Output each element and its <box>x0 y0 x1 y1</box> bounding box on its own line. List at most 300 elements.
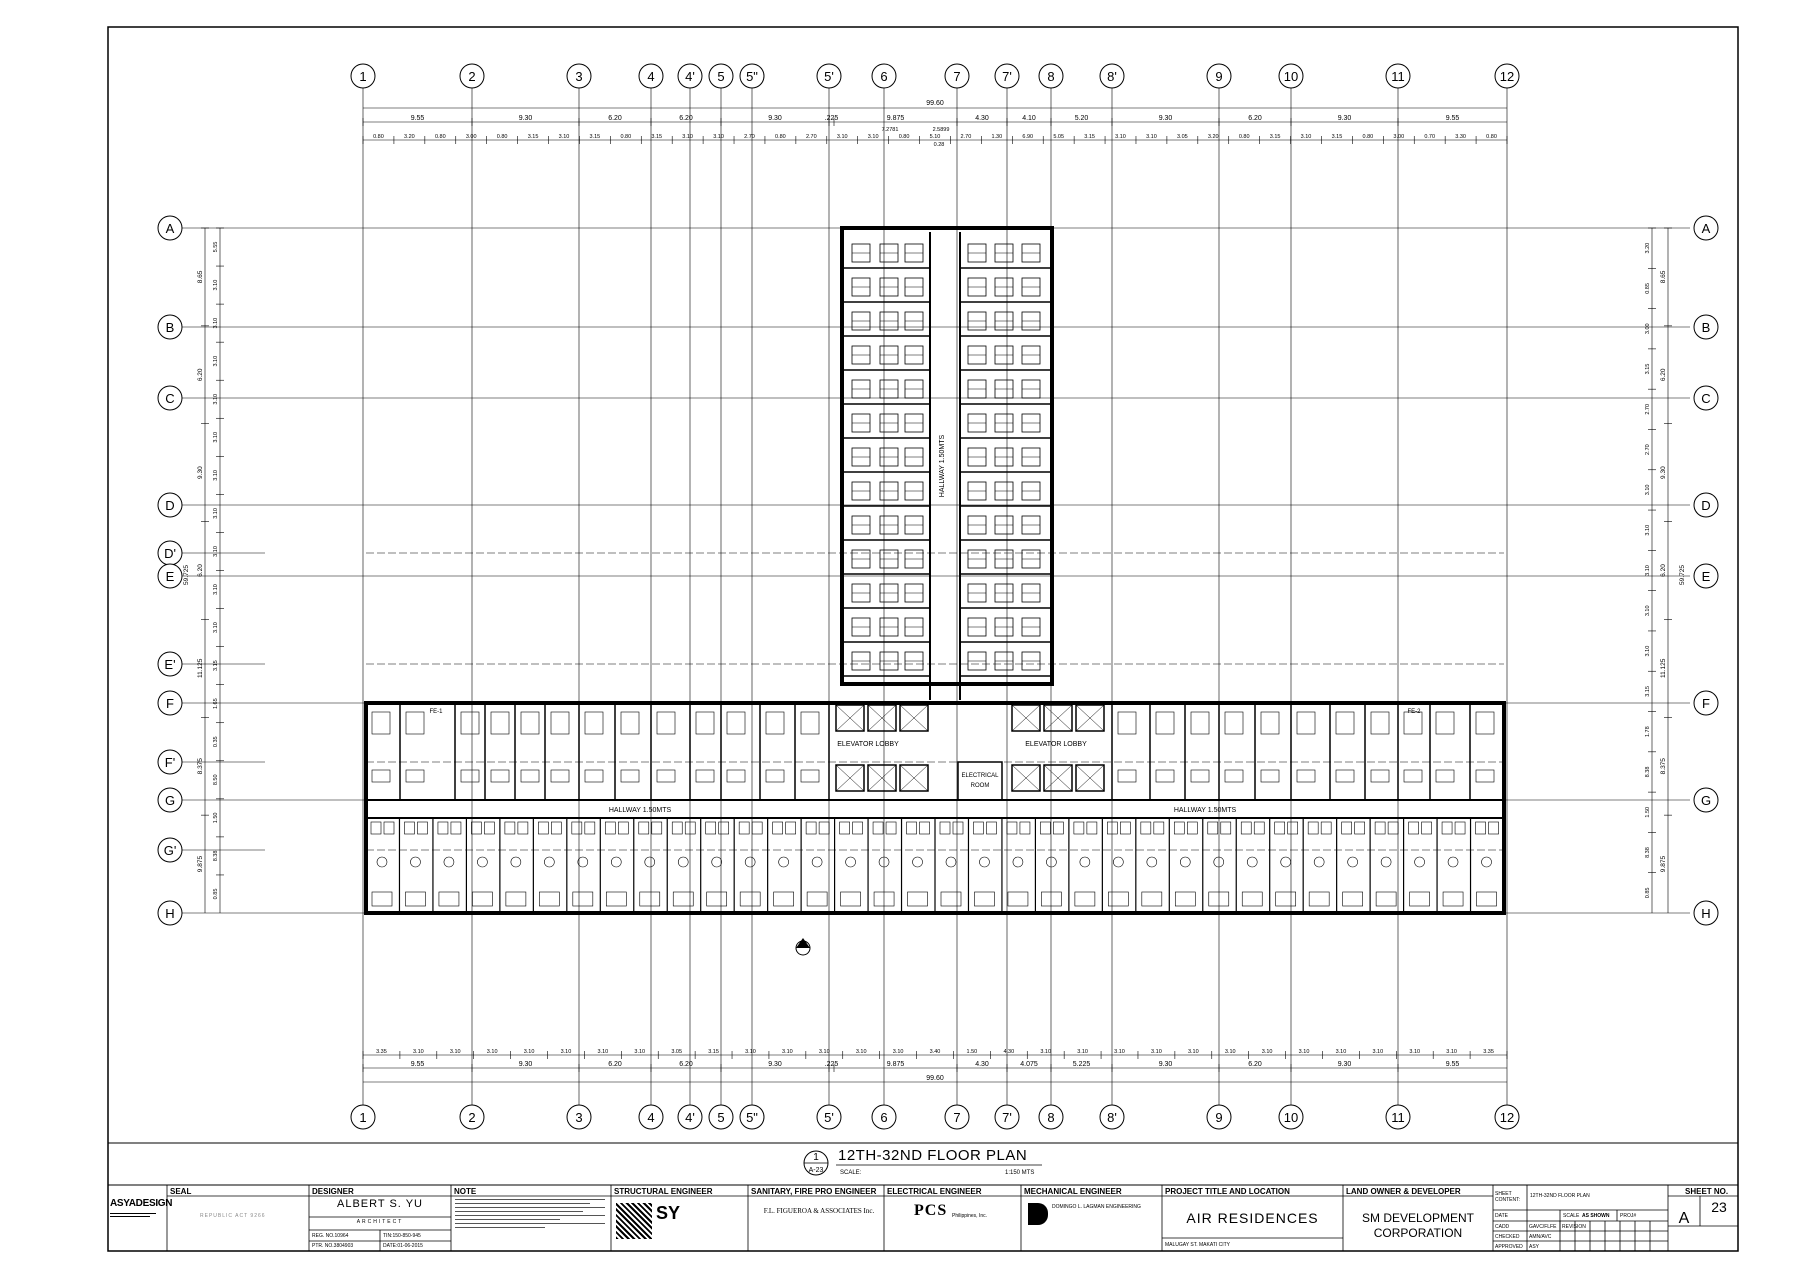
approved-label: APPROVED <box>1495 1244 1523 1250</box>
bottom-major-dim-label-13: 9.55 <box>1445 1061 1460 1068</box>
top-extra-dim-1: 2.5899 <box>932 127 950 133</box>
bottom-major-dim-label-12: 9.30 <box>1337 1061 1352 1068</box>
wing-south-bed-11 <box>740 892 760 906</box>
wing-south-fixture-b-4 <box>518 822 528 834</box>
wing-south-fixture-b-30 <box>1388 822 1398 834</box>
wing-south-fixture-b-11 <box>752 822 762 834</box>
wing-south-fixture-a-25 <box>1208 822 1218 834</box>
column-bubble-label-8-bottom: 6 <box>880 1110 888 1125</box>
wing-south-table-14 <box>846 857 856 867</box>
top-minor-dim-label-23: 3.15 <box>1084 134 1095 140</box>
wing-south-fixture-a-33 <box>1476 822 1486 834</box>
mechanical-engineer-header: MECHANICAL ENGINEER <box>1024 1187 1122 1196</box>
wing-south-fixture-a-26 <box>1241 822 1251 834</box>
wing-south-fixture-a-23 <box>1141 822 1151 834</box>
sanitary-engineer-header: SANITARY, FIRE PRO ENGINEER <box>751 1187 877 1196</box>
structural-engineer-header: STRUCTURAL ENGINEER <box>614 1187 713 1196</box>
wing-north-fixture-17 <box>1261 770 1279 782</box>
wing-north-fixture-7 <box>621 770 639 782</box>
wing-north-bed-5 <box>551 712 569 734</box>
column-bubble-label-10-top: 7' <box>1002 69 1012 84</box>
column-bubble-label-1-top: 2 <box>468 69 476 84</box>
detail-number: 1 <box>813 1152 819 1163</box>
wing-south-fixture-b-18 <box>986 822 996 834</box>
bottom-major-dim-label-0: 9.55 <box>410 1061 425 1068</box>
bottom-minor-dim-label-5: 3.10 <box>560 1049 572 1055</box>
bottom-minor-dim-label-7: 3.10 <box>634 1049 646 1055</box>
top-minor-dim-label-21: 6.90 <box>1022 134 1034 140</box>
left-outer-dim-label-0: 8.65 <box>197 270 204 284</box>
sheet-number: 23 <box>1711 1199 1727 1215</box>
wing-north-fixture-0 <box>372 770 390 782</box>
wing-north-bed-21 <box>1404 712 1422 734</box>
wing-south-fixture-b-24 <box>1187 822 1197 834</box>
wing-south-fixture-a-11 <box>739 822 749 834</box>
revision-label: REVISION <box>1562 1224 1586 1230</box>
wing-south-fixture-b-2 <box>451 822 461 834</box>
right-outer-dim-label-4: 11.125 <box>1660 658 1667 679</box>
top-major-dim-label-8: 4.10 <box>1022 115 1036 122</box>
hallway-left-label: HALLWAY 1.50MTS <box>608 807 672 814</box>
row-bubble-label-left-5: E <box>165 569 175 584</box>
column-bubble-label-14-bottom: 10 <box>1283 1110 1299 1125</box>
top-minor-dim-label-4: 0.80 <box>496 134 508 140</box>
left-inner-dim-label-9: 3.10 <box>213 584 219 595</box>
bottom-major-dim-label-11: 6.20 <box>1248 1061 1262 1068</box>
row-bubble-label-left-6: E' <box>164 657 176 672</box>
row-bubble-label-left-0: A <box>165 221 175 236</box>
row-bubble-label-left-11: H <box>165 906 175 921</box>
bottom-minor-dim-label-19: 3.10 <box>1077 1049 1088 1055</box>
electrical-engineer-header: ELECTRICAL ENGINEER <box>887 1187 982 1196</box>
fe-right-label: FE-2 <box>1407 709 1421 715</box>
wing-south-bed-32 <box>1443 892 1463 906</box>
wing-north-bed-9 <box>696 712 714 734</box>
wing-south-table-13 <box>812 857 822 867</box>
column-bubble-label-5-top: 5 <box>717 69 725 84</box>
left-total-dim: 59.725 <box>183 565 190 585</box>
wing-south-fixture-a-28 <box>1308 822 1318 834</box>
wing-south-table-29 <box>1348 857 1358 867</box>
elevator-lobby-right-label: ELEVATOR LOBBY <box>1025 741 1087 748</box>
wing-south-fixture-a-16 <box>907 822 917 834</box>
wing-south-bed-33 <box>1477 892 1497 906</box>
right-inner-dim-label-2: 3.00 <box>1645 323 1651 335</box>
left-inner-dim-label-16: 8.38 <box>213 850 219 862</box>
wing-south-fixture-b-29 <box>1355 822 1365 834</box>
wing-south-fixture-a-10 <box>706 822 716 834</box>
firm-logo <box>110 1198 173 1228</box>
wing-north-fixture-8 <box>657 770 675 782</box>
left-inner-dim-label-0: 5.55 <box>213 241 219 253</box>
top-minor-dim-label-17: 0.80 <box>898 134 910 140</box>
row-bubble-label-right-5: E <box>1701 569 1711 584</box>
row-bubble-label-right-0: A <box>1701 221 1711 236</box>
wing-north-bed-2 <box>461 712 479 734</box>
project-location: MALUGAY ST. MAKATI CITY <box>1165 1242 1231 1248</box>
wing-south-bed-3 <box>472 892 492 906</box>
left-inner-dim-label-12: 1.65 <box>213 698 219 710</box>
row-bubble-label-right-3: D <box>1701 498 1711 513</box>
wing-north-fixture-10 <box>727 770 745 782</box>
cadd-label: CADD <box>1495 1224 1510 1230</box>
electrical-room-outline <box>958 762 1002 800</box>
seal-header: SEAL <box>170 1187 192 1196</box>
wing-north-fixture-18 <box>1297 770 1315 782</box>
top-major-dim-label-11: 6.20 <box>1248 115 1262 122</box>
right-outer-dim-label-5: 8.375 <box>1660 758 1667 775</box>
column-bubble-label-11-top: 8 <box>1047 69 1055 84</box>
top-minor-dim-label-15: 3.10 <box>836 134 848 140</box>
bottom-minor-dim-label-18: 3.10 <box>1040 1049 1052 1055</box>
bottom-major-dim-label-2: 6.20 <box>608 1061 622 1068</box>
plan-title-block <box>108 1143 1738 1185</box>
column-bubble-label-5-bottom: 5 <box>717 1110 725 1125</box>
left-inner-dim-label-17: 0.85 <box>213 888 219 900</box>
column-bubble-label-0-top: 1 <box>359 69 367 84</box>
wing-south-fixture-b-22 <box>1120 822 1130 834</box>
top-minor-dim-label-6: 3.10 <box>558 134 570 140</box>
top-major-dim-label-10: 9.30 <box>1158 115 1173 122</box>
wing-north-fixture-3 <box>491 770 509 782</box>
wing-south-table-30 <box>1381 857 1391 867</box>
wing-south-table-16 <box>913 857 923 867</box>
plan-scale-value: 1:150 MTS <box>1005 1170 1035 1176</box>
row-bubble-label-right-1: B <box>1701 320 1711 335</box>
right-inner-dim-label-5: 2.70 <box>1645 444 1651 455</box>
wing-north-bed-19 <box>1336 712 1354 734</box>
top-minor-dim-label-1: 3.20 <box>404 134 415 140</box>
column-bubble-label-16-top: 12 <box>1499 69 1515 84</box>
column-bubble-label-3-bottom: 4 <box>647 1110 655 1125</box>
row-bubble-label-right-7: F <box>1702 696 1710 711</box>
tin: TIN:150-850-945 <box>383 1233 421 1239</box>
top-extra-dim-2: 0.28 <box>933 142 945 148</box>
detail-sheet-ref: A-23 <box>808 1167 824 1174</box>
wing-north-fixture-12 <box>801 770 819 782</box>
note-header: NOTE <box>454 1187 477 1196</box>
wing-north-bed-10 <box>727 712 745 734</box>
wing-south-bed-18 <box>974 892 994 906</box>
top-minor-dim-label-29: 3.15 <box>1269 134 1281 140</box>
bottom-minor-dim-label-21: 3.10 <box>1151 1049 1162 1055</box>
wing-south-table-18 <box>979 857 989 867</box>
bottom-major-dim-label-6: 9.875 <box>886 1061 905 1068</box>
wing-south-table-2 <box>444 857 454 867</box>
scale-label: SCALE <box>1563 1213 1580 1219</box>
electrical-room-label-1: ELECTRICAL <box>961 773 999 779</box>
row-bubble-label-left-2: C <box>165 391 175 406</box>
column-bubble-label-9-bottom: 7 <box>953 1110 961 1125</box>
proj-label: PROJ# <box>1620 1213 1637 1219</box>
plan-scale-label: SCALE: <box>840 1170 862 1176</box>
top-major-dim-label-12: 9.30 <box>1337 115 1352 122</box>
wing-south-bed-5 <box>539 892 559 906</box>
wing-south-bed-6 <box>573 892 593 906</box>
top-minor-dim-label-36: 0.80 <box>1486 134 1497 140</box>
wing-south-table-28 <box>1314 857 1324 867</box>
bottom-minor-dim-label-28: 3.10 <box>1409 1049 1421 1055</box>
top-major-dim-label-1: 9.30 <box>518 115 533 122</box>
top-minor-dim-label-28: 0.80 <box>1238 134 1250 140</box>
wing-south-table-31 <box>1415 857 1425 867</box>
bottom-major-dim-label-9: 5.225 <box>1072 1061 1091 1068</box>
wing-south-fixture-a-21 <box>1074 822 1084 834</box>
wing-south-fixture-a-14 <box>840 822 850 834</box>
top-minor-dim-label-26: 3.05 <box>1176 134 1188 140</box>
wing-north-fixture-11 <box>766 770 784 782</box>
wing-south-bed-30 <box>1376 892 1396 906</box>
top-minor-dim-label-32: 0.80 <box>1362 134 1374 140</box>
sanitary-firm: F.L. FIGUEROA & ASSOCIATES Inc. <box>763 1207 875 1215</box>
wing-south-bed-28 <box>1309 892 1329 906</box>
column-bubble-label-9-top: 7 <box>953 69 961 84</box>
column-bubble-label-7-bottom: 5' <box>824 1110 834 1125</box>
electrical-firm: PCS <box>914 1202 948 1219</box>
right-outer-dim-label-3: 6.20 <box>1660 564 1667 577</box>
wing-south-fixture-a-6 <box>572 822 582 834</box>
top-minor-dim-label-7: 3.15 <box>589 134 601 140</box>
wing-south-table-21 <box>1080 857 1090 867</box>
wing-south-bed-23 <box>1142 892 1162 906</box>
top-extra-dim-0: 7.2781 <box>881 127 899 133</box>
column-bubble-label-2-top: 3 <box>575 69 583 84</box>
right-total-dim: 59.725 <box>1679 565 1686 585</box>
wing-south-table-1 <box>410 857 420 867</box>
dimension-strings <box>183 100 1686 1082</box>
top-major-dim-label-4: 9.30 <box>768 115 782 122</box>
wing-south-fixture-b-10 <box>719 822 729 834</box>
bottom-major-dim-label-10: 9.30 <box>1158 1061 1173 1068</box>
wing-south-fixture-b-12 <box>786 822 796 834</box>
left-outer-dim-label-3: 6.20 <box>197 564 204 577</box>
left-inner-dim-label-6: 3.10 <box>213 470 219 481</box>
wing-south-table-6 <box>578 857 588 867</box>
bottom-minor-dim-label-3: 3.10 <box>486 1049 498 1055</box>
wing-south-fixture-b-5 <box>551 822 561 834</box>
bottom-minor-dim-label-9: 3.15 <box>708 1049 719 1055</box>
left-inner-dim-label-14: 8.50 <box>213 774 219 786</box>
row-bubble-label-left-8: F' <box>164 755 176 770</box>
wing-south-fixture-b-33 <box>1489 822 1499 834</box>
wing-north-bed-11 <box>766 712 784 734</box>
left-inner-dim-label-5: 3.10 <box>213 431 219 443</box>
wing-south-fixture-a-5 <box>538 822 548 834</box>
column-bubble-label-7-top: 5' <box>824 69 834 84</box>
right-inner-dim-label-9: 3.10 <box>1645 605 1651 617</box>
wing-south-fixture-b-31 <box>1422 822 1432 834</box>
bottom-minor-dim-label-0: 3.35 <box>376 1049 387 1055</box>
top-major-dim-label-6: 9.875 <box>886 115 905 122</box>
wing-north-fixture-1 <box>406 770 424 782</box>
right-inner-dim-label-15: 8.38 <box>1645 847 1651 858</box>
right-inner-dim-label-8: 3.10 <box>1645 565 1651 576</box>
wing-north-fixture-19 <box>1336 770 1354 782</box>
wing-south-bed-13 <box>807 892 827 906</box>
wing-south-fixture-a-13 <box>806 822 816 834</box>
wing-south-table-4 <box>511 857 521 867</box>
top-minor-dim-label-22: 5.05 <box>1053 134 1065 140</box>
wing-south-fixture-b-16 <box>920 822 930 834</box>
top-minor-dim-label-30: 3.10 <box>1300 134 1312 140</box>
left-outer-dim-label-6: 9.875 <box>197 855 204 873</box>
row-bubble-label-right-9: G <box>1700 793 1712 808</box>
wing-south-table-5 <box>544 857 554 867</box>
column-bubble-label-4-bottom: 4' <box>685 1110 695 1125</box>
wing-north-bed-12 <box>801 712 819 734</box>
top-major-dim-label-2: 6.20 <box>608 115 622 122</box>
wing-south-table-22 <box>1113 857 1123 867</box>
left-inner-dim-label-10: 3.10 <box>213 622 219 633</box>
top-minor-dim-label-3: 3.00 <box>465 134 477 140</box>
wing-south-table-3 <box>477 857 487 867</box>
plan-labels <box>429 434 1421 955</box>
column-bubble-label-11-bottom: 8 <box>1047 1110 1055 1125</box>
wing-north-bed-0 <box>372 712 390 734</box>
right-inner-dim-label-3: 3.15 <box>1645 363 1651 375</box>
wing-south-fixture-a-12 <box>773 822 783 834</box>
left-inner-dim-label-7: 3.10 <box>213 508 219 519</box>
column-bubble-label-8-top: 6 <box>880 69 888 84</box>
sheet-content-label: SHEET CONTENT: <box>1495 1191 1520 1203</box>
wing-north-bed-13 <box>1118 712 1136 734</box>
column-bubble-label-0-bottom: 1 <box>359 1110 367 1125</box>
wing-north-fixture-6 <box>585 770 603 782</box>
structural-logo <box>616 1203 652 1239</box>
checked-label: CHECKED <box>1495 1234 1520 1240</box>
wing-north-bed-16 <box>1225 712 1243 734</box>
bottom-minor-dim-label-6: 3.10 <box>597 1049 609 1055</box>
bottom-major-dim-label-5: .225 <box>824 1061 839 1068</box>
bottom-minor-dim-label-16: 1.50 <box>966 1049 978 1055</box>
bottom-minor-dim-label-29: 3.10 <box>1446 1049 1458 1055</box>
wing-south-bed-12 <box>774 892 794 906</box>
bottom-minor-dim-label-11: 3.10 <box>782 1049 793 1055</box>
owner-line-1: SM DEVELOPMENT <box>1361 1211 1475 1225</box>
wing-south-fixture-a-31 <box>1409 822 1419 834</box>
sheet-border <box>108 27 1738 1251</box>
left-inner-dim-label-4: 3.10 <box>213 393 219 405</box>
wing-south-table-33 <box>1482 857 1492 867</box>
top-minor-dim-label-8: 0.80 <box>620 134 632 140</box>
wing-north-fixture-13 <box>1118 770 1136 782</box>
wing-north-bed-3 <box>491 712 509 734</box>
top-major-dim-label-13: 9.55 <box>1445 115 1460 122</box>
project-header: PROJECT TITLE AND LOCATION <box>1165 1187 1290 1196</box>
wing-south-table-24 <box>1180 857 1190 867</box>
left-outer-dim-label-4: 11.125 <box>197 658 204 679</box>
sheet-content-value: 12TH-32ND FLOOR PLAN <box>1530 1193 1590 1199</box>
wing-south-fixture-b-26 <box>1254 822 1264 834</box>
owner-line-2: CORPORATION <box>1373 1226 1463 1240</box>
wing-south-bed-7 <box>606 892 626 906</box>
wing-north-bed-20 <box>1371 712 1389 734</box>
left-inner-dim-label-8: 3.10 <box>213 546 219 557</box>
bottom-major-dim-label-7: 4.30 <box>975 1061 989 1068</box>
top-minor-dim-label-5: 3.15 <box>527 134 539 140</box>
top-minor-dim-label-13: 0.80 <box>775 134 786 140</box>
ptr-no: PTR. NO.3804903 <box>312 1243 354 1249</box>
bottom-minor-dim-label-2: 3.10 <box>449 1049 461 1055</box>
date-label: DATE <box>1495 1213 1508 1219</box>
wing-south-bed-8 <box>640 892 660 906</box>
top-minor-dim-label-11: 3.10 <box>713 134 724 140</box>
wing-south-bed-31 <box>1410 892 1430 906</box>
bottom-minor-dim-label-15: 3.40 <box>929 1049 941 1055</box>
column-bubble-label-12-top: 8' <box>1107 69 1117 84</box>
left-outer-dim-label-5: 8.375 <box>197 758 204 775</box>
top-minor-dim-label-2: 0.80 <box>434 134 446 140</box>
wing-north-bed-14 <box>1156 712 1174 734</box>
row-bubble-label-left-4: D' <box>164 546 176 561</box>
bottom-minor-dim-label-25: 3.10 <box>1298 1049 1310 1055</box>
wing-north-fixture-9 <box>696 770 714 782</box>
wing-south-fixture-b-6 <box>585 822 595 834</box>
wing-south-table-32 <box>1448 857 1458 867</box>
right-inner-dim-label-14: 1.50 <box>1645 806 1651 818</box>
wing-north-bed-6 <box>585 712 603 734</box>
top-major-dim-label-0: 9.55 <box>410 115 425 122</box>
top-major-dim-label-7: 4.30 <box>975 115 989 122</box>
wing-north-fixture-5 <box>551 770 569 782</box>
wing-south-fixture-b-3 <box>484 822 494 834</box>
wing-south-bed-17 <box>941 892 961 906</box>
column-bubble-label-2-bottom: 3 <box>575 1110 583 1125</box>
wing-south-bed-2 <box>439 892 459 906</box>
top-minor-dim-label-18: 5.10 <box>929 134 941 140</box>
wing-south-bed-26 <box>1242 892 1262 906</box>
left-inner-dim-label-1: 3.10 <box>213 279 219 291</box>
right-inner-dim-label-1: 0.85 <box>1645 283 1651 294</box>
wing-south-fixture-a-24 <box>1174 822 1184 834</box>
wing-south-bed-14 <box>841 892 861 906</box>
top-minor-dim-label-19: 2.70 <box>960 134 972 140</box>
wing-south-fixture-b-19 <box>1020 822 1030 834</box>
right-inner-dim-label-6: 3.10 <box>1645 484 1651 496</box>
bottom-major-dim-label-3: 6.20 <box>679 1061 693 1068</box>
wing-south-fixture-b-13 <box>819 822 829 834</box>
wing-north-fixture-2 <box>461 770 479 782</box>
top-minor-dim-label-31: 3.15 <box>1331 134 1343 140</box>
row-bubble-label-left-10: G' <box>163 843 177 858</box>
right-outer-dim-label-2: 9.30 <box>1660 466 1667 479</box>
wing-north-bed-7 <box>621 712 639 734</box>
column-bubble-label-10-bottom: 7' <box>1002 1110 1012 1125</box>
wing-south-fixture-a-32 <box>1442 822 1452 834</box>
mechanical-logo-icon <box>1028 1203 1048 1225</box>
top-minor-dim-label-34: 0.70 <box>1424 134 1436 140</box>
wing-south-fixture-a-27 <box>1275 822 1285 834</box>
wing-south-fixture-a-15 <box>873 822 883 834</box>
bottom-minor-dim-label-10: 3.10 <box>745 1049 756 1055</box>
wing-south-fixture-b-21 <box>1087 822 1097 834</box>
bottom-minor-dim-label-22: 3.10 <box>1187 1049 1199 1055</box>
bottom-major-dim-label-1: 9.30 <box>518 1061 533 1068</box>
wing-north-fixture-20 <box>1371 770 1389 782</box>
wing-north-bed-8 <box>657 712 675 734</box>
wing-south-fixture-b-17 <box>953 822 963 834</box>
bottom-minor-dim-label-23: 3.10 <box>1224 1049 1236 1055</box>
row-bubble-label-left-7: F <box>166 696 174 711</box>
wing-south-fixture-b-14 <box>853 822 863 834</box>
left-inner-dim-label-13: 0.35 <box>213 736 219 748</box>
bottom-minor-dim-label-26: 3.10 <box>1335 1049 1347 1055</box>
wing-south-fixture-b-15 <box>886 822 896 834</box>
top-minor-dim-label-10: 3.10 <box>682 134 694 140</box>
left-inner-dim-label-15: 1.50 <box>213 812 219 824</box>
top-major-dim-label-3: 6.20 <box>679 115 693 122</box>
wing-south-fixture-b-1 <box>417 822 427 834</box>
